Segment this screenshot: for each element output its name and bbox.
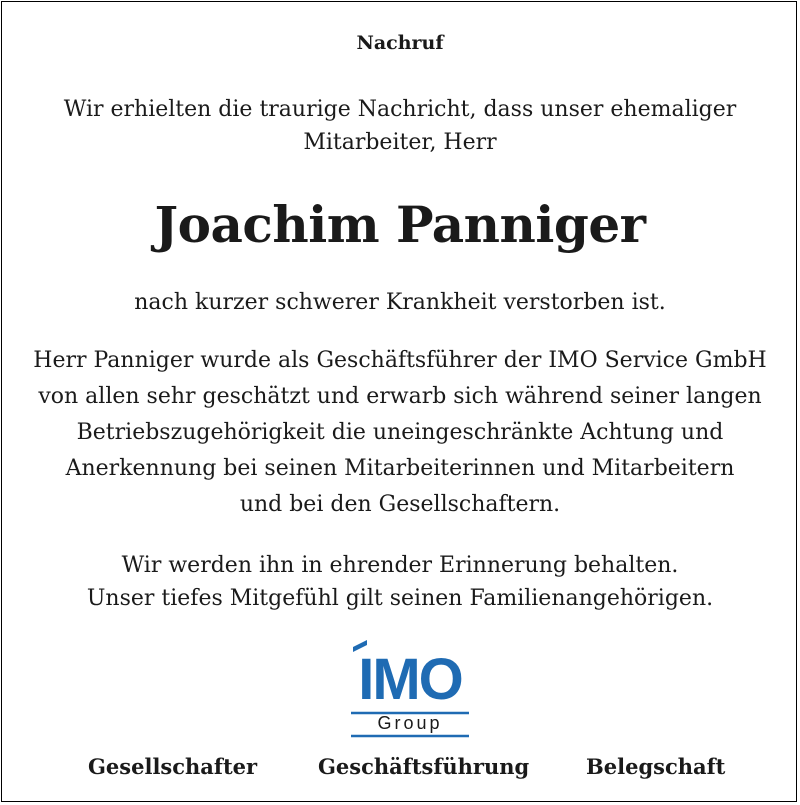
after-name-text: nach kurzer schwerer Krankheit verstorben ist. [134, 290, 666, 315]
signature-management: Geschäftsführung [318, 754, 530, 779]
intro-text [0, 93, 800, 159]
paragraph-line: Betriebszugehörigkeit die uneingeschränkte Achtung und [76, 420, 724, 445]
closing-line: Wir werden ihn in ehrender Erinnerung behalten. [121, 553, 679, 578]
paragraph-line: von allen sehr geschätzt und erwarb sich während seiner langen [38, 384, 762, 409]
logo-imo-text: IMO [358, 647, 462, 712]
signature-staff: Belegschaft [586, 754, 726, 779]
intro-line: Wir erhielten die traurige Nachricht, dass unser ehemaliger [63, 97, 737, 122]
closing-text [0, 549, 800, 615]
tribute-paragraph [0, 343, 800, 523]
notice-heading: Nachruf [356, 32, 444, 54]
paragraph-line: Herr Panniger wurde als Geschäftsführer der IMO Service GmbH [33, 348, 767, 373]
closing-line: Unser tiefes Mitgefühl gilt seinen Familienangehörigen. [86, 586, 714, 611]
logo-group-text: Group [377, 713, 443, 733]
intro-line: Mitarbeiter, Herr [303, 130, 497, 155]
deceased-name: Joachim Panniger [154, 195, 646, 254]
paragraph-line: und bei den Gesellschaftern. [239, 492, 561, 517]
signature-shareholders: Gesellschafter [88, 754, 258, 779]
paragraph-line: Anerkennung bei seinen Mitarbeiterinnen und Mitarbeitern [65, 456, 735, 481]
imo-group-logo [347, 637, 473, 741]
